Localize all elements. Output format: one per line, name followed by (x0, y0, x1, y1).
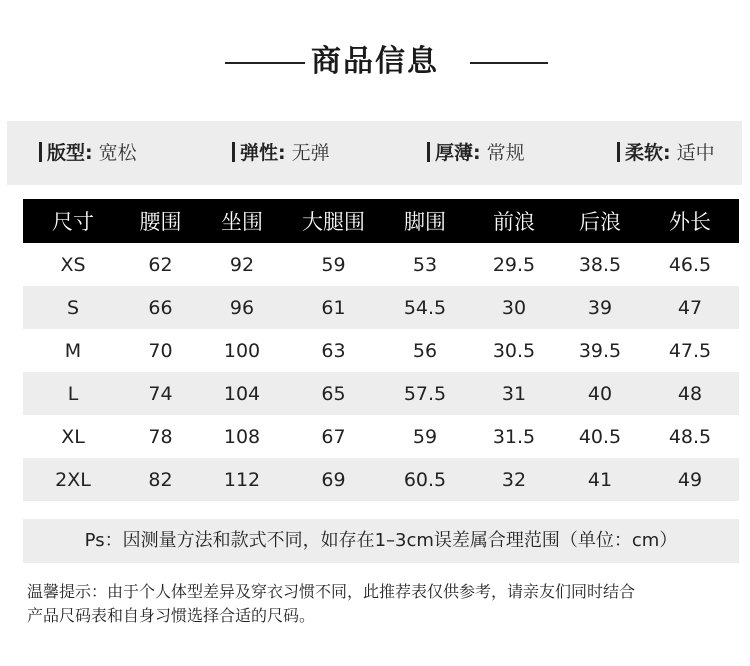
table-cell: 48 (641, 372, 739, 415)
table-cell: 62 (148, 253, 173, 276)
table-cell: 104 (198, 372, 286, 415)
attribute-value: 宽松 (98, 142, 137, 164)
table-cell: 65 (286, 372, 381, 415)
table-cell: 2XL (23, 458, 123, 501)
table-cell: 48.5 (668, 425, 712, 448)
table-cell: 82 (123, 458, 198, 501)
column-header: 腰围 (123, 199, 198, 243)
attribute-marker (427, 142, 430, 162)
column-header: 脚围 (381, 199, 469, 243)
table-cell: 59 (412, 425, 438, 448)
attribute-marker (232, 142, 235, 162)
table-cell: 78 (148, 425, 173, 448)
table-cell: XL (61, 425, 85, 448)
table-cell: 100 (223, 339, 261, 362)
attribute-value: 无弹 (291, 142, 330, 164)
table-row (23, 372, 739, 415)
table-cell: 39 (559, 286, 641, 329)
table-cell: 69 (286, 458, 381, 501)
table-cell: 57.5 (381, 372, 469, 415)
table-cell: 49 (641, 458, 739, 501)
table-row (23, 329, 739, 372)
table-cell: 40 (559, 372, 641, 415)
table-row (23, 286, 739, 329)
table-cell: 59 (321, 253, 346, 276)
table-cell: 61 (286, 286, 381, 329)
size-tip (27, 580, 727, 628)
size-tip-line-2: 产品尺码表和自身习惯选择合适的尺码。 (27, 606, 316, 625)
section-title (0, 40, 750, 84)
table-cell: 32 (469, 458, 559, 501)
table-cell: L (23, 372, 123, 415)
table-cell: 96 (198, 286, 286, 329)
column-header: 大腿围 (286, 199, 381, 243)
table-cell: 112 (198, 458, 286, 501)
attribute-bar (7, 121, 742, 185)
attribute-key: 柔软: (625, 142, 671, 164)
attribute-marker (617, 142, 620, 162)
table-cell: 92 (229, 253, 255, 276)
table-cell: 47.5 (668, 339, 712, 362)
title-divider-right (470, 62, 548, 64)
attribute-value: 适中 (676, 142, 715, 164)
table-cell: 31.5 (492, 425, 536, 448)
table-cell: 40.5 (578, 425, 622, 448)
table-cell: 30.5 (492, 339, 536, 362)
column-header: 外长 (641, 199, 739, 243)
measurement-note: Ps：因测量方法和款式不同，如存在1–3cm误差属合理范围（单位：cm） (23, 519, 739, 563)
table-cell: XS (60, 253, 86, 276)
table-row (23, 458, 739, 501)
table-cell: 70 (148, 339, 173, 362)
table-cell: 66 (123, 286, 198, 329)
column-header: 后浪 (559, 199, 641, 243)
attribute-key: 弹性: (240, 142, 286, 164)
table-cell: 39.5 (578, 339, 622, 362)
table-cell: 108 (223, 425, 261, 448)
table-cell: 29.5 (492, 253, 536, 276)
attribute-value: 常规 (486, 142, 525, 164)
table-cell: 63 (321, 339, 346, 362)
attribute-softness (617, 121, 715, 185)
table-cell: 56 (412, 339, 438, 362)
attribute-key: 厚薄: (435, 142, 481, 164)
table-cell: 67 (321, 425, 346, 448)
attribute-key: 版型: (47, 142, 93, 164)
table-cell: 53 (412, 253, 438, 276)
table-cell: M (64, 339, 82, 362)
table-cell: 46.5 (668, 253, 712, 276)
table-cell: 31 (469, 372, 559, 415)
table-cell: 41 (559, 458, 641, 501)
table-cell: 38.5 (578, 253, 622, 276)
size-table (23, 199, 739, 501)
table-cell: 30 (469, 286, 559, 329)
attribute-thickness (427, 121, 525, 185)
table-cell: 47 (641, 286, 739, 329)
size-tip-line-1: 温馨提示：由于个人体型差异及穿衣习惯不同，此推荐表仅供参考，请亲友们同时结合 (27, 582, 636, 601)
table-cell: 74 (123, 372, 198, 415)
table-row (23, 415, 739, 458)
table-cell: 54.5 (381, 286, 469, 329)
table-row (23, 243, 739, 286)
column-header: 坐围 (198, 199, 286, 243)
table-header-row (23, 199, 739, 243)
column-header: 尺寸 (23, 199, 123, 243)
attribute-fit (39, 121, 137, 185)
page-title: 商品信息 (311, 44, 439, 79)
attribute-elasticity (232, 121, 330, 185)
table-cell: S (23, 286, 123, 329)
attribute-marker (39, 142, 42, 162)
table-cell: 60.5 (381, 458, 469, 501)
column-header: 前浪 (469, 199, 559, 243)
